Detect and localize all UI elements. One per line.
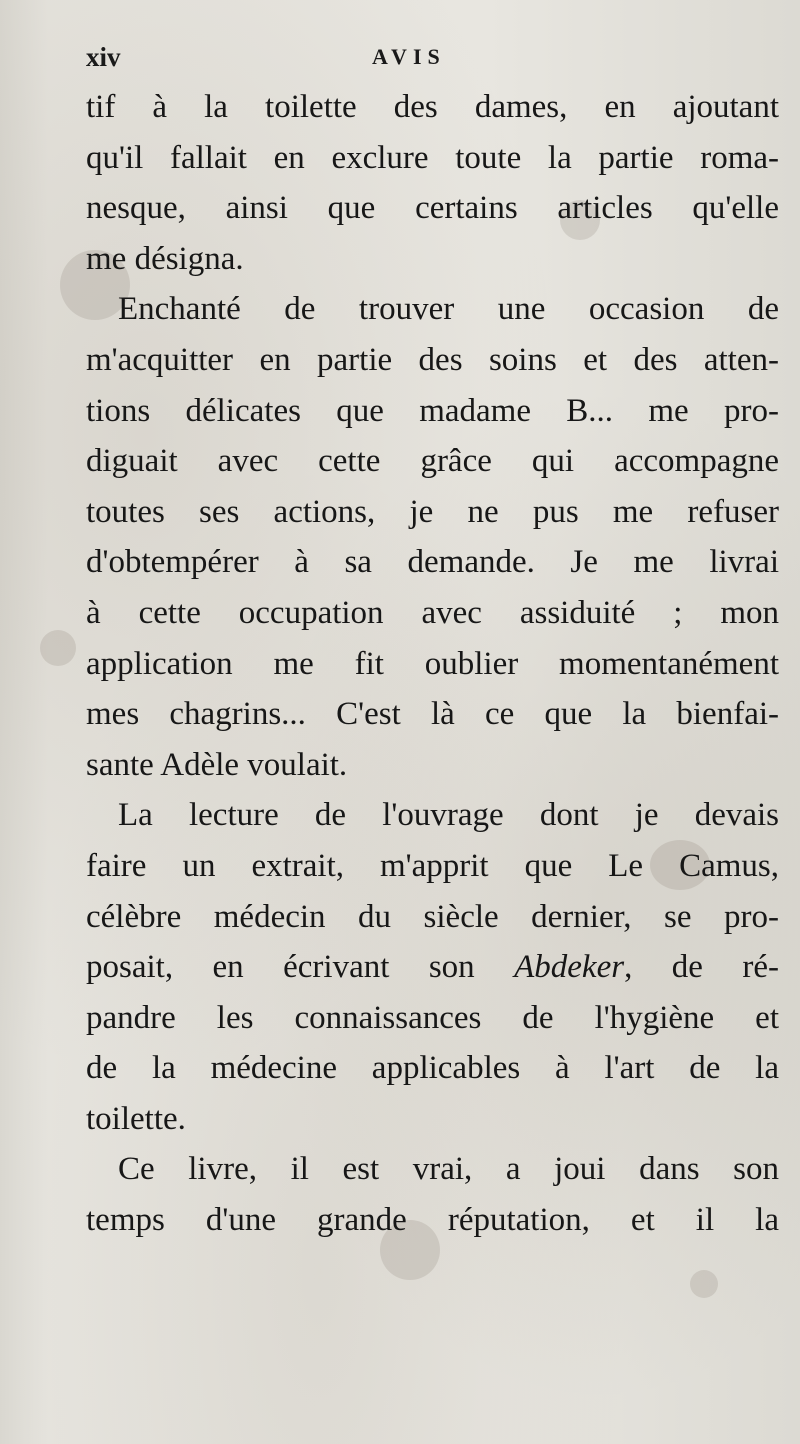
text-fragment: , de ré- <box>624 949 779 986</box>
text-line: sante Adèle voulait. <box>86 746 348 783</box>
running-title: AVIS <box>372 44 446 69</box>
text-line: tif à la toilette des dames, en ajoutant <box>86 89 779 125</box>
text-line: qu'il fallait en exclure toute la partie roma- <box>86 139 779 176</box>
text-line: La lecture de l'ouvrage dont je devais <box>118 797 779 834</box>
text-line: me désigna. <box>86 240 244 277</box>
foxing-stain <box>690 1270 718 1298</box>
text-line: faire un extrait, m'apprit que Le Camus, <box>86 847 779 884</box>
text-line: m'acquitter en partie des soins et des atten- <box>86 341 779 378</box>
text-line: d'obtempérer à sa demande. Je me livrai <box>86 544 779 581</box>
text-line: nesque, ainsi que certains articles qu'elle <box>86 190 779 227</box>
text-fragment: posait, en écrivant son <box>86 949 515 986</box>
text-line: toilette. <box>86 1100 186 1137</box>
text-line: de la médecine applicables à l'art de la <box>86 1050 779 1087</box>
text-line: à cette occupation avec assiduité ; mon <box>86 594 779 631</box>
text-line: tions délicates que madame B... me pro- <box>86 392 779 429</box>
book-title: Abdeker <box>514 949 625 986</box>
text-line <box>86 942 779 993</box>
text-line: Enchanté de trouver une occasion de <box>118 291 779 328</box>
page-number: xiv <box>86 42 121 72</box>
text-line: application me fit oublier momentanément <box>86 645 779 682</box>
text-line: Ce livre, il est vrai, a joui dans son <box>118 1151 779 1188</box>
text-line: mes chagrins... C'est là ce que la bienfai- <box>86 696 779 733</box>
page-header <box>86 42 776 82</box>
text-line: célèbre médecin du siècle dernier, se pro- <box>86 898 779 935</box>
body-text <box>86 82 779 1246</box>
text-line: pandre les connaissances de l'hygiène et <box>86 999 779 1036</box>
text-line: temps d'une grande réputation, et il la <box>86 1202 779 1239</box>
text-line: diguait avec cette grâce qui accompagne <box>86 443 779 480</box>
foxing-stain <box>40 630 76 666</box>
text-line: toutes ses actions, je ne pus me refuser <box>86 493 779 530</box>
